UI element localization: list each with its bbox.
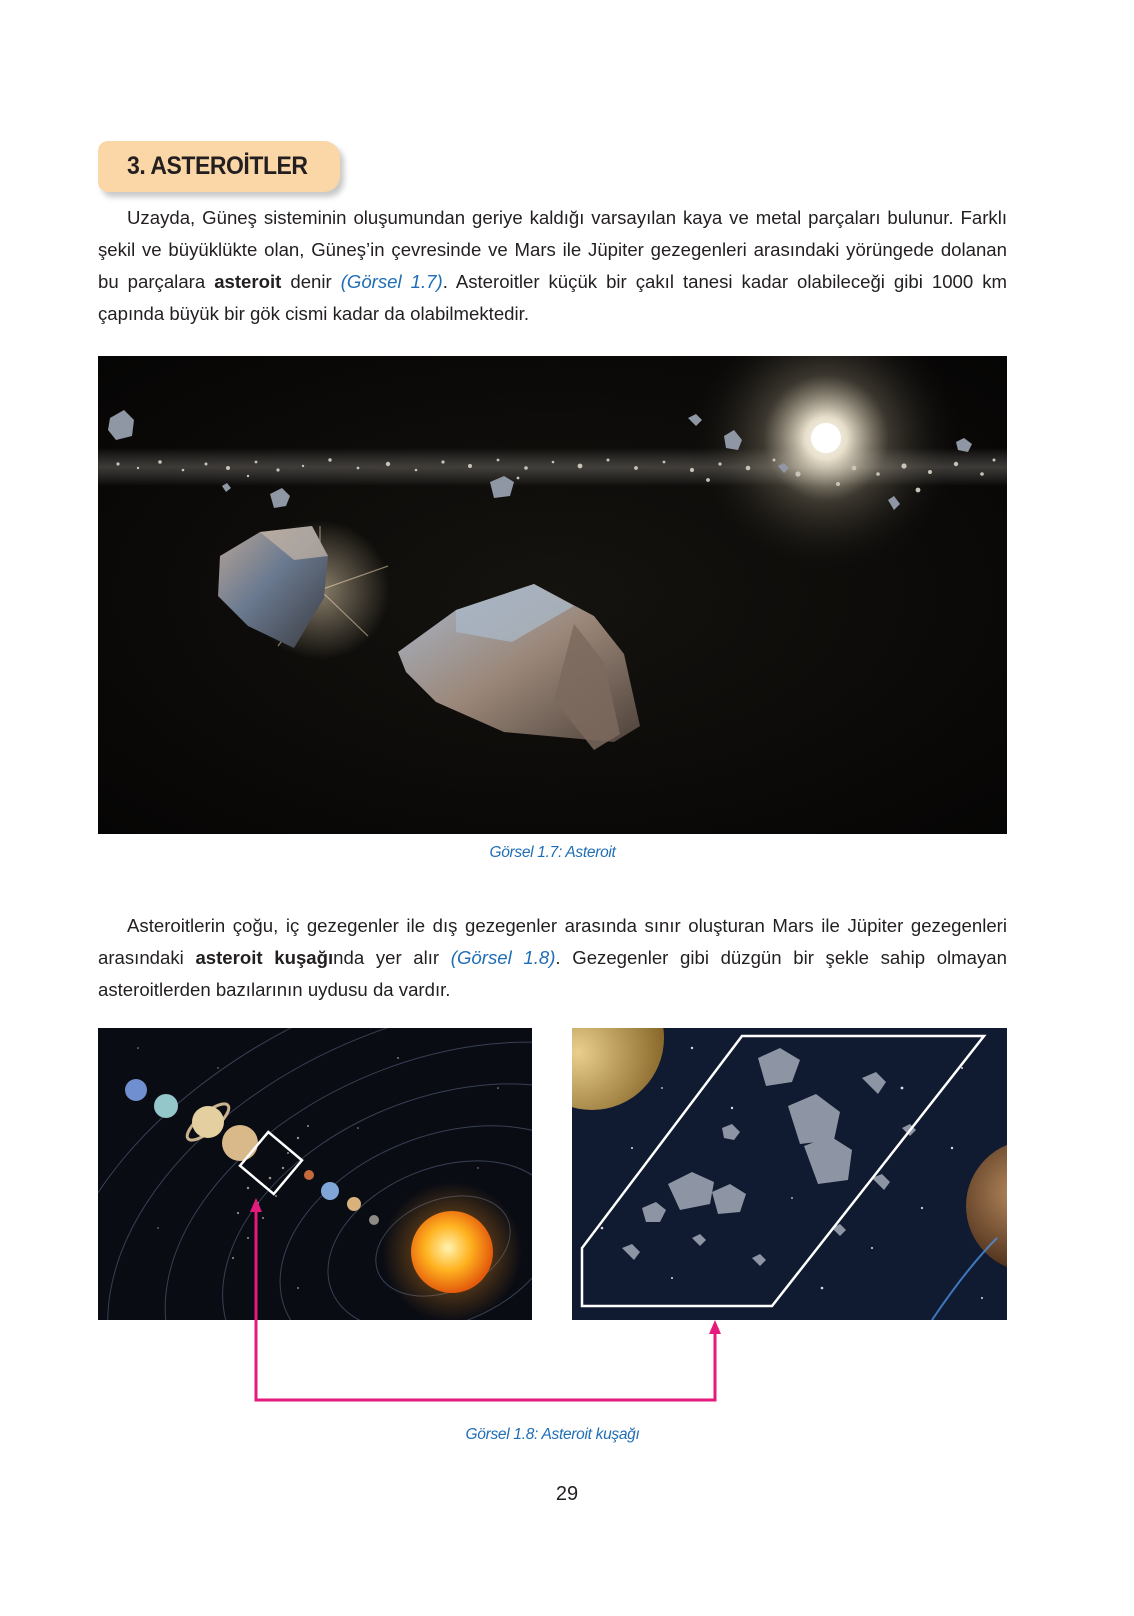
solar-system-image: [98, 1028, 532, 1320]
section-title: 3. ASTEROİTLER: [127, 152, 308, 180]
paragraph-intro-text-2: denir: [281, 271, 341, 292]
figure-1-7-caption: Görsel 1.7: Asteroit: [489, 844, 616, 861]
paragraph-belt-text-2: nda yer alır: [333, 947, 451, 968]
paragraph-belt-text-1: Asteroitlerin çoğu, iç gezegenler ile dış gezegenler arasında sınır oluşturan Mars ile Jüpiter gezegenleri arasındaki: [98, 915, 1007, 968]
figure-ref-1-7: (Görsel 1.7): [340, 271, 443, 292]
term-asteroit: asteroit: [214, 271, 282, 292]
paragraph-intro-text-3: . Asteroitler küçük bir çakıl tanesi kadar olabileceği gibi 1000 km çapında büyük bir gök cismi kadar da olabilmektedir.: [98, 271, 1007, 324]
paragraph-belt-text-3: . Gezegenler gibi düzgün bir şekle sahip olmayan asteroitlerden bazılarının uydusu da vardır.: [98, 947, 1007, 1000]
paragraph-belt: [98, 910, 1007, 1006]
figure-1-8-caption: Görsel 1.8: Asteroit kuşağı: [465, 1426, 640, 1443]
section-heading: [98, 141, 340, 192]
figure-ref-1-8: (Görsel 1.8): [450, 947, 556, 968]
asteroid-belt-closeup-image: [572, 1028, 1007, 1320]
paragraph-intro: [98, 202, 1007, 330]
asteroid-image: [98, 356, 1007, 834]
page-number: 29: [555, 1483, 579, 1505]
term-asteroit-kusagi: asteroit kuşağı: [195, 947, 334, 968]
paragraph-intro-text-1: Uzayda, Güneş sisteminin oluşumundan geriye kaldığı varsayılan kaya ve metal parçaları bulunur. Farklı şekil ve büyüklükte olan, Güneş’in çevresinde ve Mars ile Jüpiter gezegenleri arasındaki yörüngede dolanan bu parçalara: [98, 207, 1007, 292]
